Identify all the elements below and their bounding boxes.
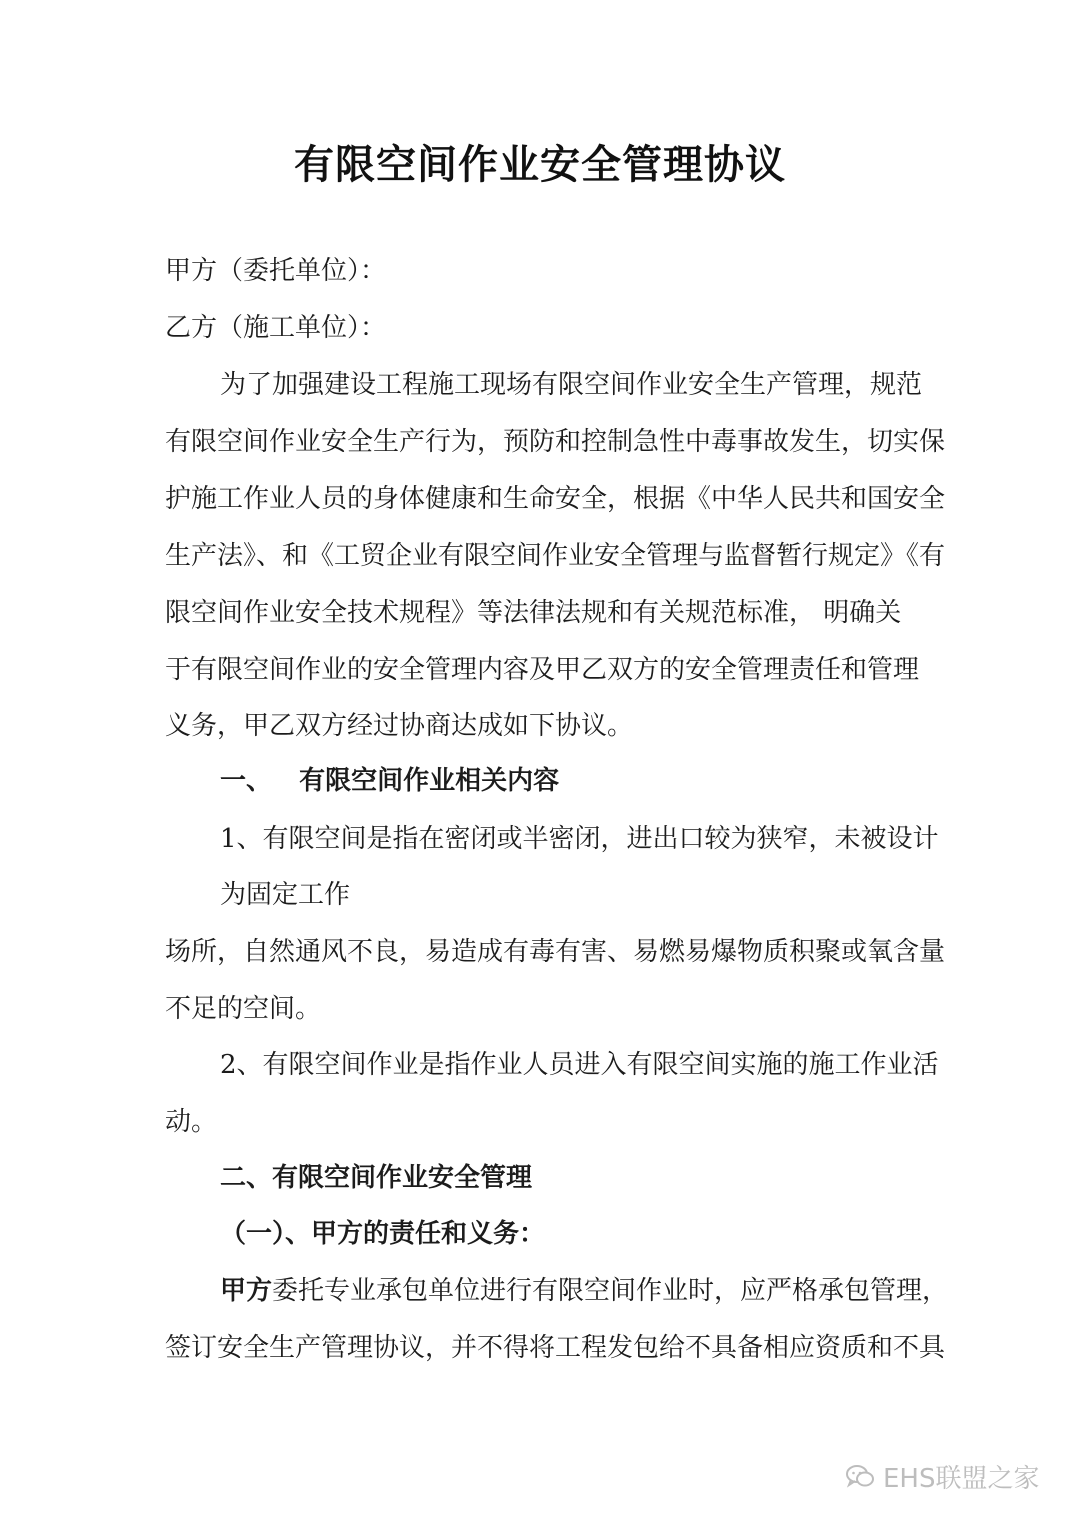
section-1-heading: 一、 有限空间作业相关内容 (220, 766, 560, 796)
wechat-icon (845, 1464, 875, 1490)
intro-line: 有限空间作业安全生产行为，预防和控制急性中毒事故发生，切实保 (165, 427, 946, 457)
intro-line: 义务，甲乙双方经过协商达成如下协议。 (165, 711, 634, 741)
item-1-line: 为固定工作 (220, 880, 351, 910)
party-a-duty-text: 委托专业承包单位进行有限空间作业时，应严格承包管理， (272, 1276, 949, 1306)
intro-line: 于有限空间作业的安全管理内容及甲乙双方的安全管理责任和管理 (165, 655, 920, 685)
item-1-line: 场所，自然通风不良，易造成有毒有害、易燃易爆物质积聚或氧含量 (165, 937, 946, 967)
document-title: 有限空间作业安全管理协议 (294, 142, 786, 188)
party-a-duty-line (220, 1278, 948, 1304)
watermark-text: EHS联盟之家 (883, 1464, 1040, 1494)
item-1-line: 不足的空间。 (165, 994, 322, 1024)
item-2-line: 动。 (165, 1107, 218, 1137)
item-1-line: 1、有限空间是指在密闭或半密闭，进出口较为狭窄，未被设计 (220, 824, 939, 854)
intro-line: 为了加强建设工程施工现场有限空间作业安全生产管理，规范 (220, 370, 923, 400)
party-a-duty-line: 签订安全生产管理协议，并不得将工程发包给不具备相应资质和不具 (165, 1333, 946, 1363)
item-2-line: 2、有限空间作业是指作业人员进入有限空间实施的施工作业活 (220, 1050, 939, 1080)
intro-line: 护施工作业人员的身体健康和生命安全，根据《中华人民共和国安全 (165, 484, 946, 514)
intro-line: 限空间作业安全技术规程》等法律法规和有关规范标准， 明确关 (165, 598, 902, 628)
section-2-heading: 二、有限空间作业安全管理 (220, 1163, 533, 1193)
party-a-label: 甲方（委托单位）： (165, 256, 387, 286)
watermark (845, 1458, 1039, 1495)
party-b-label: 乙方（施工单位）： (165, 313, 387, 343)
subsection-1-heading: （一）、甲方的责任和义务： (220, 1219, 546, 1249)
party-a-duty-lead: 甲方 (220, 1276, 273, 1306)
intro-line: 生产法》、和《工贸企业有限空间作业安全管理与监督暂行规定》《有 (165, 541, 946, 571)
